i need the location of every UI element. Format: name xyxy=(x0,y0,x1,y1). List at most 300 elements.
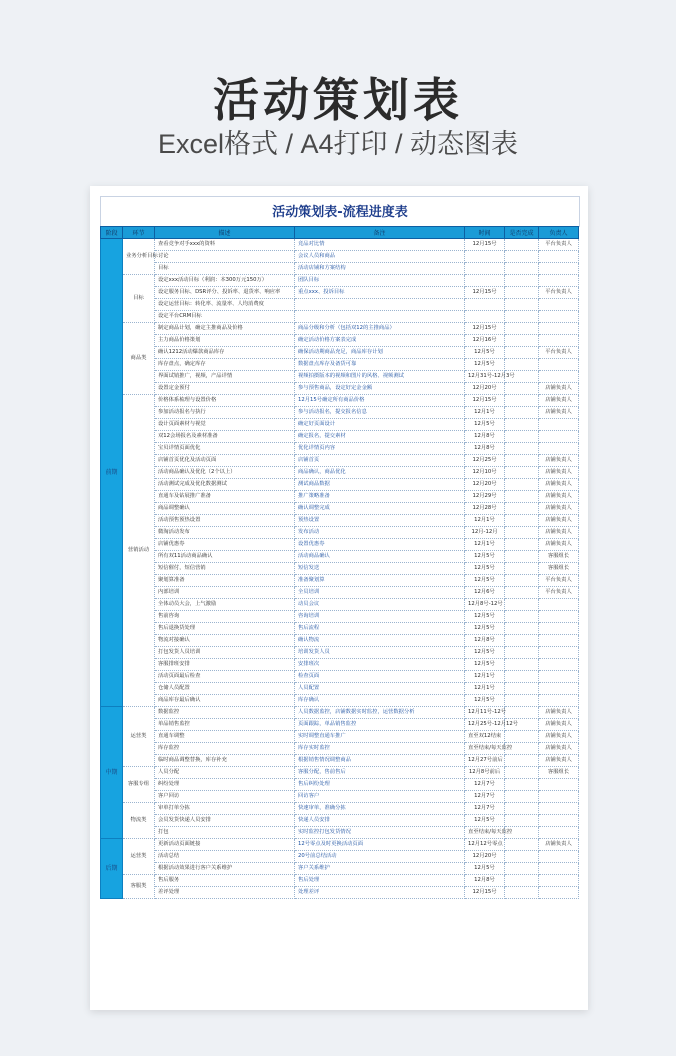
table-row xyxy=(101,875,579,887)
description-cell: 仓储人员配置 xyxy=(155,683,295,695)
note-cell: 处理差评 xyxy=(295,887,465,899)
time-cell: 12月5号 xyxy=(465,659,505,671)
owner-cell: 平台负责人 xyxy=(539,587,579,599)
time-cell: 12月15号 xyxy=(465,287,505,299)
time-cell: 12月5号 xyxy=(465,359,505,371)
time-cell: 12月25号-12月12号 xyxy=(465,719,505,731)
owner-cell xyxy=(539,263,579,275)
note-cell: 短信发送 xyxy=(295,563,465,575)
time-cell: 12月25号 xyxy=(465,455,505,467)
note-cell: 确定报名，提交素材 xyxy=(295,431,465,443)
note-cell: 活动商品确认 xyxy=(295,551,465,563)
segment-cell: 运营类 xyxy=(123,839,155,875)
note-cell: 确定好页面设计 xyxy=(295,419,465,431)
time-cell xyxy=(465,263,505,275)
table-row xyxy=(101,263,579,275)
note-cell: 确认调整完成 xyxy=(295,503,465,515)
time-cell: 12月8号 xyxy=(465,443,505,455)
done-cell xyxy=(505,467,539,479)
description-cell: 活动测试完成及优化数据测试 xyxy=(155,479,295,491)
description-cell: 店铺优惠券 xyxy=(155,539,295,551)
table-body xyxy=(101,239,579,899)
note-cell xyxy=(295,311,465,323)
table-row xyxy=(101,371,579,383)
time-cell xyxy=(465,251,505,263)
description-cell: 根据活动效果进行客户关系维护 xyxy=(155,863,295,875)
note-cell: 竞品对比情 xyxy=(295,239,465,251)
note-cell: 12月15号确定所有商品价格 xyxy=(295,395,465,407)
description-cell: 设定运营目标：转化率、流量率、人均消费度 xyxy=(155,299,295,311)
note-cell: 设置优惠券 xyxy=(295,539,465,551)
time-cell: 12月15号 xyxy=(465,239,505,251)
note-cell: 商品确认，商品优化 xyxy=(295,467,465,479)
owner-cell xyxy=(539,623,579,635)
header-segment: 环节 xyxy=(123,227,155,239)
description-cell: 所有双11活动商品确认 xyxy=(155,551,295,563)
done-cell xyxy=(505,515,539,527)
note-cell: 动员会议 xyxy=(295,599,465,611)
table-row xyxy=(101,815,579,827)
owner-cell: 店铺负责人 xyxy=(539,719,579,731)
description-cell: 全体动员大会，上气激励 xyxy=(155,599,295,611)
description-cell: 库存盘点，确定库存 xyxy=(155,359,295,371)
done-cell xyxy=(505,479,539,491)
table-row xyxy=(101,743,579,755)
table-row xyxy=(101,515,579,527)
time-cell: 12月1号 xyxy=(465,515,505,527)
done-cell xyxy=(505,887,539,899)
description-cell: 会员发货快递人员安排 xyxy=(155,815,295,827)
note-cell: 回访客户 xyxy=(295,791,465,803)
note-cell: 团队目标 xyxy=(295,275,465,287)
done-cell xyxy=(505,563,539,575)
table-row xyxy=(101,347,579,359)
note-cell: 页面跟踪，单品销售监控 xyxy=(295,719,465,731)
spreadsheet-preview xyxy=(90,186,588,1010)
note-cell: 快速审单，准确分拣 xyxy=(295,803,465,815)
done-cell xyxy=(505,839,539,851)
time-cell: 12月12号零点 xyxy=(465,839,505,851)
description-cell: 客户回访 xyxy=(155,791,295,803)
description-cell: 设定服务目标、DSR评分、投诉率、退货率、响应率 xyxy=(155,287,295,299)
table-row xyxy=(101,587,579,599)
description-cell: 活动预售预热设置 xyxy=(155,515,295,527)
time-cell: 12月20号 xyxy=(465,383,505,395)
owner-cell xyxy=(539,671,579,683)
time-cell xyxy=(465,275,505,287)
time-cell: 12月27号前后 xyxy=(465,755,505,767)
done-cell xyxy=(505,599,539,611)
owner-cell xyxy=(539,827,579,839)
owner-cell xyxy=(539,659,579,671)
done-cell xyxy=(505,587,539,599)
note-cell: 库存确认 xyxy=(295,695,465,707)
owner-cell xyxy=(539,419,579,431)
table-row xyxy=(101,419,579,431)
description-cell: 客服排班安排 xyxy=(155,659,295,671)
note-cell: 发布活动 xyxy=(295,527,465,539)
note-cell: 会议人员和商品 xyxy=(295,251,465,263)
owner-cell: 店铺负责人 xyxy=(539,539,579,551)
description-cell: 主力商品价格策划 xyxy=(155,335,295,347)
owner-cell: 店铺负责人 xyxy=(539,491,579,503)
note-cell: 优化详情页内容 xyxy=(295,443,465,455)
table-row xyxy=(101,539,579,551)
done-cell xyxy=(505,287,539,299)
table-row xyxy=(101,755,579,767)
owner-cell: 平台负责人 xyxy=(539,575,579,587)
owner-cell xyxy=(539,251,579,263)
phase-cell: 后期 xyxy=(101,839,123,899)
table-row xyxy=(101,359,579,371)
header-time: 时间 xyxy=(465,227,505,239)
segment-cell: 运营类 xyxy=(123,707,155,767)
time-cell xyxy=(465,299,505,311)
description-cell: 参加活动报名与执行 xyxy=(155,407,295,419)
owner-cell xyxy=(539,299,579,311)
table-row xyxy=(101,491,579,503)
owner-cell xyxy=(539,599,579,611)
table-row xyxy=(101,335,579,347)
time-cell: 12月5号 xyxy=(465,347,505,359)
table-row xyxy=(101,323,579,335)
description-cell: 物流对接确认 xyxy=(155,635,295,647)
done-cell xyxy=(505,575,539,587)
done-cell xyxy=(505,611,539,623)
description-cell: 库存监控 xyxy=(155,743,295,755)
owner-cell: 客服组长 xyxy=(539,767,579,779)
owner-cell xyxy=(539,635,579,647)
note-cell: 客服分配，售前售后 xyxy=(295,767,465,779)
note-cell: 20号前总结活动 xyxy=(295,851,465,863)
done-cell xyxy=(505,407,539,419)
owner-cell: 店铺负责人 xyxy=(539,467,579,479)
done-cell xyxy=(505,863,539,875)
done-cell xyxy=(505,851,539,863)
description-cell: 打包发货人员培训 xyxy=(155,647,295,659)
description-cell: 店铺首页优化及活动页面 xyxy=(155,455,295,467)
done-cell xyxy=(505,491,539,503)
done-cell xyxy=(505,659,539,671)
time-cell: 12月28号 xyxy=(465,503,505,515)
done-cell xyxy=(505,539,539,551)
done-cell xyxy=(505,503,539,515)
time-cell: 12月8号 xyxy=(465,431,505,443)
done-cell xyxy=(505,551,539,563)
note-cell: 根据销售情况调整商品 xyxy=(295,755,465,767)
note-cell: 参与活动报名，提交报名信息 xyxy=(295,407,465,419)
time-cell: 12月5号 xyxy=(465,419,505,431)
table-row xyxy=(101,311,579,323)
note-cell: 人员配置 xyxy=(295,683,465,695)
time-cell: 12月8号前后 xyxy=(465,767,505,779)
done-cell xyxy=(505,731,539,743)
description-cell: 宝贝详情页面优化 xyxy=(155,443,295,455)
note-cell: 确认物流 xyxy=(295,635,465,647)
table-row xyxy=(101,467,579,479)
done-cell xyxy=(505,707,539,719)
done-cell xyxy=(505,671,539,683)
table-row xyxy=(101,647,579,659)
table-row xyxy=(101,299,579,311)
time-cell: 12月5号 xyxy=(465,611,505,623)
owner-cell xyxy=(539,803,579,815)
table-row xyxy=(101,443,579,455)
note-cell: 培训发货人员 xyxy=(295,647,465,659)
time-cell: 12月15号 xyxy=(465,323,505,335)
note-cell: 准备聚划算 xyxy=(295,575,465,587)
description-cell: 设置定金预付 xyxy=(155,383,295,395)
description-cell: 界面试销推广，视频，产品详情 xyxy=(155,371,295,383)
time-cell: 12月8号 xyxy=(465,635,505,647)
owner-cell: 店铺负责人 xyxy=(539,383,579,395)
description-cell: 人员分配 xyxy=(155,767,295,779)
done-cell xyxy=(505,311,539,323)
note-cell: 人员数据监控，店铺数据实时监控，运营数据分析 xyxy=(295,707,465,719)
page-title: 活动策划表 xyxy=(213,73,463,127)
header-done: 是否完成 xyxy=(505,227,539,239)
description-cell: 商品调整确认 xyxy=(155,503,295,515)
time-cell: 12月5号 xyxy=(465,563,505,575)
time-cell: 12月16号 xyxy=(465,335,505,347)
owner-cell: 平台负责人 xyxy=(539,287,579,299)
table-row xyxy=(101,719,579,731)
table-row xyxy=(101,527,579,539)
time-cell: 12月5号 xyxy=(465,623,505,635)
done-cell xyxy=(505,239,539,251)
table-row xyxy=(101,887,579,899)
time-cell: 12月20号 xyxy=(465,479,505,491)
time-cell: 12月6号 xyxy=(465,587,505,599)
description-cell: 直通车及钻展推广准备 xyxy=(155,491,295,503)
note-cell: 实时调整直通车推广 xyxy=(295,731,465,743)
table-row xyxy=(101,503,579,515)
done-cell xyxy=(505,635,539,647)
owner-cell: 店铺负责人 xyxy=(539,755,579,767)
done-cell xyxy=(505,791,539,803)
done-cell xyxy=(505,299,539,311)
description-cell: 售后退换货处理 xyxy=(155,623,295,635)
table-row xyxy=(101,551,579,563)
note-cell: 检查页面 xyxy=(295,671,465,683)
time-cell: 12月8号 xyxy=(465,875,505,887)
description-cell: 活动页面最后检查 xyxy=(155,671,295,683)
table-row xyxy=(101,407,579,419)
owner-cell xyxy=(539,323,579,335)
time-cell: 12月-12月 xyxy=(465,527,505,539)
owner-cell xyxy=(539,275,579,287)
done-cell xyxy=(505,779,539,791)
time-cell xyxy=(465,311,505,323)
table-row xyxy=(101,767,579,779)
done-cell xyxy=(505,767,539,779)
description-cell: 内部培训 xyxy=(155,587,295,599)
owner-cell: 客服组长 xyxy=(539,563,579,575)
done-cell xyxy=(505,695,539,707)
owner-cell xyxy=(539,647,579,659)
done-cell xyxy=(505,431,539,443)
time-cell: 12月1号 xyxy=(465,407,505,419)
table-row xyxy=(101,863,579,875)
owner-cell xyxy=(539,311,579,323)
done-cell xyxy=(505,647,539,659)
segment-cell: 营销活动 xyxy=(123,395,155,707)
done-cell xyxy=(505,815,539,827)
description-cell: 设定平台CRM目标 xyxy=(155,311,295,323)
note-cell xyxy=(295,299,465,311)
note-cell: 测试商品数据 xyxy=(295,479,465,491)
time-cell: 12月5号 xyxy=(465,863,505,875)
table-row xyxy=(101,575,579,587)
description-cell: 纠纷处理 xyxy=(155,779,295,791)
header-phase: 阶段 xyxy=(101,227,123,239)
done-cell xyxy=(505,359,539,371)
note-cell: 视频拍摄版本的视频和图片的风格、视频测试 xyxy=(295,371,465,383)
description-cell: 售后服务 xyxy=(155,875,295,887)
header-note: 备注 xyxy=(295,227,465,239)
done-cell xyxy=(505,347,539,359)
description-cell: 目标 xyxy=(155,263,295,275)
owner-cell xyxy=(539,431,579,443)
time-cell: 直至结束/每天监控 xyxy=(465,743,505,755)
note-cell: 商品分级和分析（包括双12的主推商品） xyxy=(295,323,465,335)
table-row xyxy=(101,395,579,407)
phase-cell: 前期 xyxy=(101,239,123,707)
note-cell: 库存实时监控 xyxy=(295,743,465,755)
owner-cell: 店铺负责人 xyxy=(539,707,579,719)
note-cell: 售后纠纷处理 xyxy=(295,779,465,791)
done-cell xyxy=(505,875,539,887)
segment-cell: 客服专组 xyxy=(123,767,155,803)
schedule-table xyxy=(100,226,579,899)
table-row xyxy=(101,851,579,863)
done-cell xyxy=(505,395,539,407)
owner-cell: 店铺负责人 xyxy=(539,395,579,407)
table-row xyxy=(101,455,579,467)
segment-cell: 客服类 xyxy=(123,875,155,899)
done-cell xyxy=(505,383,539,395)
owner-cell xyxy=(539,611,579,623)
note-cell: 实时监控打包发货情况 xyxy=(295,827,465,839)
description-cell: 价格体系梳理与设置价格 xyxy=(155,395,295,407)
note-cell: 快递人员安排 xyxy=(295,815,465,827)
table-row xyxy=(101,827,579,839)
description-cell: 商品库存最后确认 xyxy=(155,695,295,707)
segment-cell: 物流类 xyxy=(123,803,155,839)
done-cell xyxy=(505,683,539,695)
table-row xyxy=(101,791,579,803)
description-cell: 活动商品确认及优化（2个以上） xyxy=(155,467,295,479)
description-cell: 设计页面素材与视觉 xyxy=(155,419,295,431)
owner-cell xyxy=(539,875,579,887)
table-row xyxy=(101,287,579,299)
time-cell: 12月5号 xyxy=(465,551,505,563)
description-cell: 双12会场报名及素材准备 xyxy=(155,431,295,443)
owner-cell: 平台负责人 xyxy=(539,347,579,359)
description-cell: 更新活动页面链接 xyxy=(155,839,295,851)
owner-cell: 店铺负责人 xyxy=(539,455,579,467)
note-cell: 活动店铺和方案结构 xyxy=(295,263,465,275)
note-cell: 店铺首页 xyxy=(295,455,465,467)
owner-cell: 店铺负责人 xyxy=(539,839,579,851)
description-cell: 设定xxx活动目标（利润：本300万元150万） xyxy=(155,275,295,287)
description-cell: 聚划算准备 xyxy=(155,575,295,587)
owner-cell xyxy=(539,887,579,899)
owner-cell xyxy=(539,371,579,383)
owner-cell xyxy=(539,683,579,695)
done-cell xyxy=(505,419,539,431)
time-cell: 12月11号-12号 xyxy=(465,707,505,719)
note-cell: 售后流程 xyxy=(295,623,465,635)
done-cell xyxy=(505,527,539,539)
time-cell: 12月10号 xyxy=(465,467,505,479)
note-cell: 确保活动期商品充足，商品库存计划 xyxy=(295,347,465,359)
time-cell: 12月1号 xyxy=(465,539,505,551)
time-cell: 12月1号 xyxy=(465,683,505,695)
table-row xyxy=(101,383,579,395)
note-cell: 参与预售商品，设定好定金金额 xyxy=(295,383,465,395)
description-cell: 直通车调整 xyxy=(155,731,295,743)
done-cell xyxy=(505,275,539,287)
table-row xyxy=(101,431,579,443)
note-cell: 安排班次 xyxy=(295,659,465,671)
note-cell: 数据盘点库存及备货可靠 xyxy=(295,359,465,371)
description-cell: 单品销售监控 xyxy=(155,719,295,731)
owner-cell xyxy=(539,695,579,707)
description-cell: 数据监控 xyxy=(155,707,295,719)
note-cell: 客户关系维护 xyxy=(295,863,465,875)
note-cell: 重点xxx、投诉目标 xyxy=(295,287,465,299)
description-cell: 售前咨询 xyxy=(155,611,295,623)
table-row xyxy=(101,683,579,695)
note-cell: 12号零点及时更换活动页面 xyxy=(295,839,465,851)
owner-cell: 店铺负责人 xyxy=(539,743,579,755)
owner-cell: 店铺负责人 xyxy=(539,731,579,743)
time-cell: 12月31号-12月3号 xyxy=(465,371,505,383)
description-cell: 短信催付，短信营销 xyxy=(155,563,295,575)
time-cell: 直至结束/每天监控 xyxy=(465,827,505,839)
description-cell: 差评处理 xyxy=(155,887,295,899)
description-cell: 讨论 xyxy=(155,251,295,263)
note-cell: 售后处理 xyxy=(295,875,465,887)
table-row xyxy=(101,659,579,671)
owner-cell xyxy=(539,443,579,455)
done-cell xyxy=(505,623,539,635)
time-cell: 12月5号 xyxy=(465,647,505,659)
segment-cell: 商品类 xyxy=(123,323,155,395)
time-cell: 12月5号 xyxy=(465,815,505,827)
header-description: 描述 xyxy=(155,227,295,239)
table-row xyxy=(101,779,579,791)
table-row xyxy=(101,611,579,623)
note-cell: 确定活动价格方案表完成 xyxy=(295,335,465,347)
table-row xyxy=(101,563,579,575)
done-cell xyxy=(505,755,539,767)
done-cell xyxy=(505,251,539,263)
time-cell: 12月1号 xyxy=(465,671,505,683)
table-row xyxy=(101,803,579,815)
table-row xyxy=(101,707,579,719)
table-row xyxy=(101,239,579,251)
table-row xyxy=(101,839,579,851)
note-cell: 预热设置 xyxy=(295,515,465,527)
phase-cell: 中期 xyxy=(101,707,123,839)
description-cell: 查看竞争对手xxx的资料 xyxy=(155,239,295,251)
table-row xyxy=(101,635,579,647)
description-cell: 审单打单分拣 xyxy=(155,803,295,815)
segment-cell: 业务分析目标 xyxy=(123,239,155,275)
description-cell: 制定商品计划，确定主推商品及价格 xyxy=(155,323,295,335)
